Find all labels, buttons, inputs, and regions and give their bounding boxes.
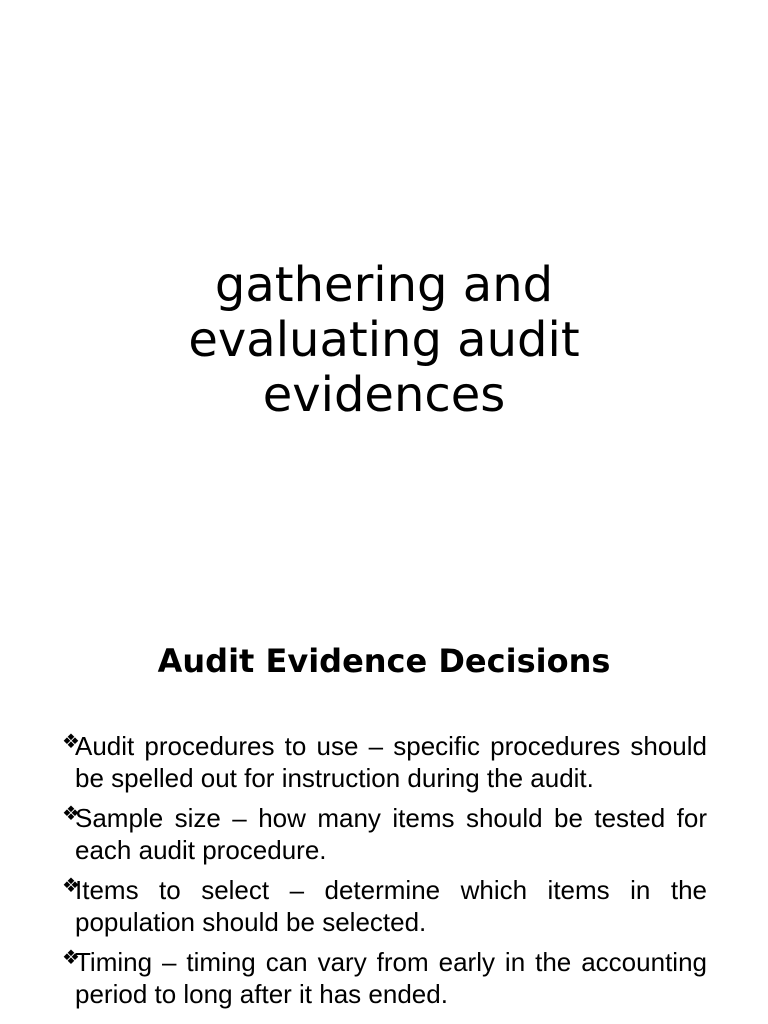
diamond-bullet-icon: ❖: [62, 729, 80, 753]
bullet-text: Audit procedures to use – specific procedures should be spelled out for instruction during the audit.: [75, 731, 707, 793]
bullet-text: Timing – timing can vary from early in the accounting period to long after it has ended.: [75, 947, 707, 1009]
bullet-list: [62, 730, 707, 1018]
bullet-text: Sample size – how many items should be tested for each audit procedure.: [75, 803, 707, 865]
diamond-bullet-icon: ❖: [62, 945, 80, 969]
bullet-item: [62, 874, 707, 938]
slide-heading: Audit Evidence Decisions: [157, 642, 611, 680]
slide-title: gathering and evaluating audit evidences: [188, 257, 580, 423]
bullet-item: [62, 802, 707, 866]
content-slide: [0, 576, 768, 1024]
diamond-bullet-icon: ❖: [62, 801, 80, 825]
bullet-item: [62, 730, 707, 794]
bullet-item: [62, 946, 707, 1010]
bullet-text: Items to select – determine which items in the population should be selected.: [75, 875, 707, 937]
diamond-bullet-icon: ❖: [62, 873, 80, 897]
